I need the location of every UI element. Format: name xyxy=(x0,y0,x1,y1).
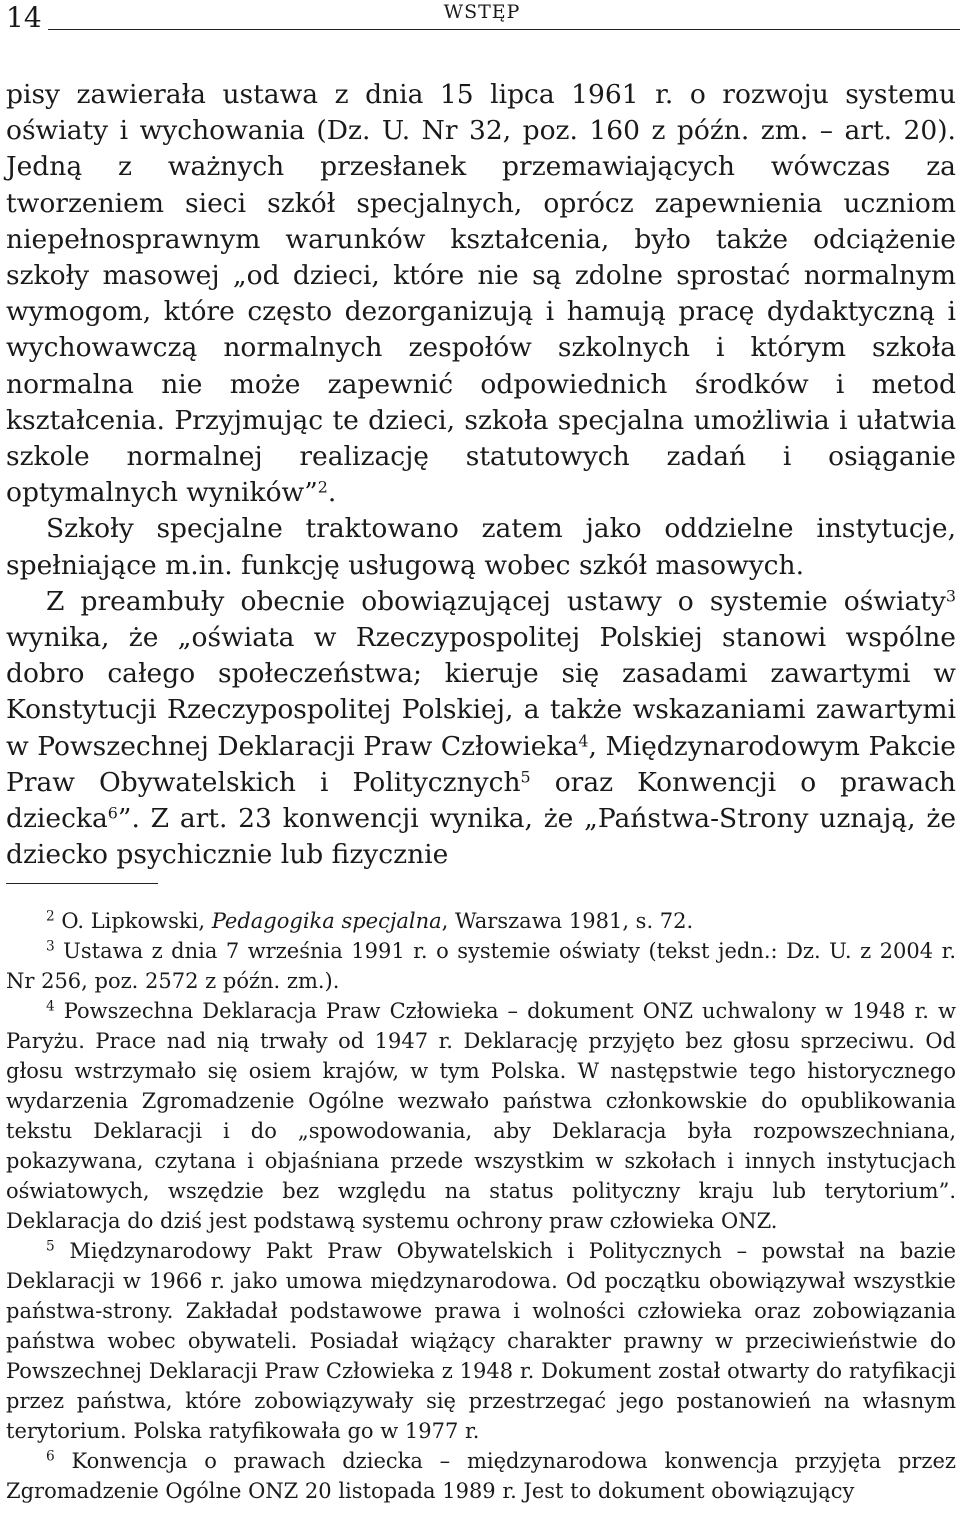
page-number: 14 xyxy=(6,1,42,34)
text-run: Z preambuły obecnie obowiązującej ustawy o systemie oświaty xyxy=(46,585,946,617)
text-run: oraz Konwencji o prawach dziecka xyxy=(6,766,956,835)
footnote-marker: 2 xyxy=(46,908,55,925)
text-run: Konwencja o prawach dziecka – międzynarodowa konwencja przyjęta przez Zgromadzenie Ogólne ONZ 20 listopada 1989 r. Jest to dokument obowiązujący xyxy=(6,1449,956,1503)
text-run: O. Lipkowski, xyxy=(54,909,212,933)
italic-title: Pedagogika specjalna xyxy=(211,909,442,933)
footnote xyxy=(6,1446,956,1506)
footnote-rule xyxy=(6,883,158,884)
footnote-marker: 6 xyxy=(46,1448,55,1465)
footnotes xyxy=(6,906,956,1506)
footnote xyxy=(6,996,956,1236)
text-run: pisy zawierała ustawa z dnia 15 lipca 1961 r. o rozwoju systemu oświaty i wychowania (Dz. U. Nr 32, poz. 160 z późn. zm. – art. 20). Jedną z ważnych przesłanek przemawiających wówczas za tworzeniem sieci szkół specjalnych, oprócz zapewnienia uczniom niepełnosprawnym warunków kształcenia, było także odciążenie szkoły masowej „od dzieci, które nie są zdolne sprostać normalnym wymogom, które często dezorganizują i hamują pracę dydaktyczną i wychowawczą normalnych zespołów szkolnych i którym szkoła normalna nie może zapewnić odpowiednich środków i metod kształcenia. Przyjmując te dzieci, szkoła specjalna umożliwia i ułatwia szkole normalnej realizację statutowych zadań i osiąganie optymalnych wyników” xyxy=(6,79,956,509)
footnote xyxy=(6,936,956,996)
footnote-marker: 5 xyxy=(520,767,531,787)
page-header xyxy=(4,0,960,40)
footnote-marker: 4 xyxy=(46,998,55,1015)
footnote-marker: 2 xyxy=(317,477,328,497)
text-run: , Warszawa 1981, s. 72. xyxy=(441,909,694,933)
footnote-marker: 3 xyxy=(945,586,956,606)
text-run: . xyxy=(327,477,337,509)
text-run: Powszechna Deklaracja Praw Człowieka – dokument ONZ uchwalony w 1948 r. w Paryżu. Prace nad nią trwały od 1947 r. Deklarację przyjęto bez głosu sprzeciwu. Od głosu wstrzymało się osiem krajów, w tym Polska. W następstwie tego historycznego wydarzenia Zgromadzenie Ogólne wezwało państwa członkowskie do opublikowania tekstu Deklaracji i do „spowodowania, aby Deklaracja była rozpowszechniana, pokazywana, czytana i objaśniana przede wszystkim w szkołach i innych instytucjach oświatowych, wszędzie bez względu na status polityczny kraju lub terytorium”. Deklaracja do dziś jest podstawą systemu ochrony praw człowieka ONZ. xyxy=(6,999,956,1233)
footnote xyxy=(6,1236,956,1446)
paragraph xyxy=(6,511,956,583)
footnote-marker: 4 xyxy=(578,730,589,750)
footnote-marker: 3 xyxy=(46,938,55,955)
footnote-marker: 5 xyxy=(46,1238,55,1255)
header-rule xyxy=(48,29,960,30)
text-run: wynika, że „oświata w Rzeczypospolitej Polskiej stanowi wspólne dobro całego społeczeństwa; kieruje się zasadami zawartymi w Konstytucji Rzeczypospolitej Polskiej, a także wskazaniami zawartymi w Powszechnej Deklaracji Praw Człowieka xyxy=(6,622,956,762)
paragraph xyxy=(6,77,956,511)
running-title: WSTĘP xyxy=(443,1,521,23)
text-run: Ustawa z dnia 7 września 1991 r. o systemie oświaty (tekst jedn.: Dz. U. z 2004 r. Nr 256, poz. 2572 z późn. zm.). xyxy=(6,939,956,993)
text-run: Szkoły specjalne traktowano zatem jako oddzielne instytucje, spełniające m.in. funkcję usługową wobec szkół masowych. xyxy=(6,513,956,581)
footnote xyxy=(6,906,956,936)
text-run: ”. Z art. 23 konwencji wynika, że „Państwa-Strony uznają, że dziecko psychicznie lub fizycznie xyxy=(6,803,956,871)
paragraph xyxy=(6,584,956,874)
footnote-marker: 6 xyxy=(107,803,118,823)
text-run: Międzynarodowy Pakt Praw Obywatelskich i Politycznych – powstał na bazie Deklaracji w 1966 r. jako umowa międzynarodowa. Od początku obowiązywał wszystkie państwa-strony. Zakładał podstawowe prawa i wolności człowieka oraz zobowiązania państwa wobec obywateli. Posiadał wiążący charakter prawny w przeciwieństwie do Powszechnej Deklaracji Praw Człowieka z 1948 r. Dokument został otwarty do ratyfikacji przez państwa, które zobowiązywały się przestrzegać jego postanowień na własnym terytorium. Polska ratyfikowała go w 1977 r. xyxy=(6,1239,956,1443)
body-text xyxy=(6,77,956,873)
text-run: , Międzynarodowym Pakcie Praw Obywatelskich i Politycznych xyxy=(6,730,956,798)
